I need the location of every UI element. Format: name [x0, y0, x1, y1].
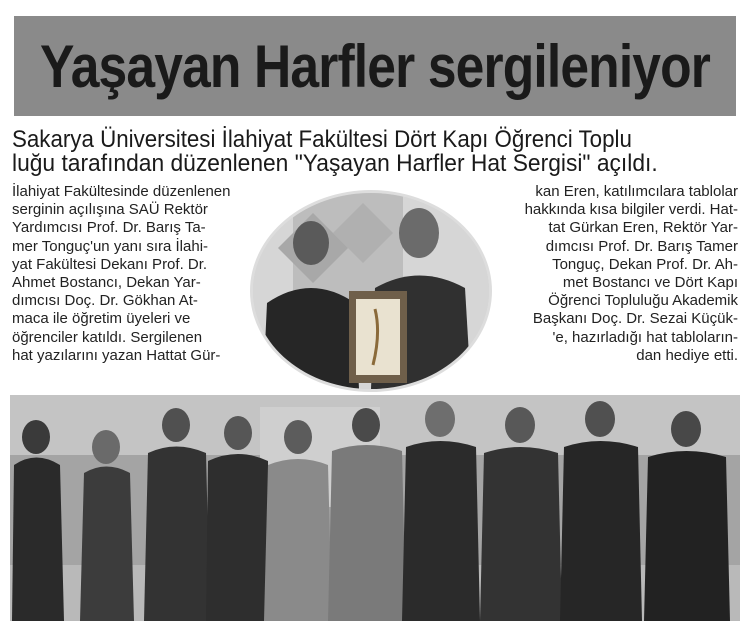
lead-paragraph [12, 128, 740, 176]
right-column-line: dımcısı Prof. Dr. Barış Tamer [545, 237, 738, 255]
left-column-line: dımcısı Doç. Dr. Gökhan At- [12, 292, 198, 310]
left-column-line: öğrenciler katıldı. Sergilenen [12, 328, 203, 346]
right-column-line: Tonguç, Dekan Prof. Dr. Ah- [552, 255, 738, 273]
left-column-line: serginin açılışına SAÜ Rektör [12, 201, 208, 219]
right-column-line: hakkında kısa bilgiler verdi. Hat- [524, 201, 738, 219]
group-photo-illustration [10, 395, 740, 621]
left-column-line: hat yazılarını yazan Hattat Gür- [12, 346, 221, 364]
left-column-text [12, 183, 230, 365]
right-column-line: 'e, hazırladığı hat tabloların- [552, 328, 738, 346]
lead-line: Sakarya Üniversitesi İlahiyat Fakültesi Dört Kapı Öğrenci Toplu [12, 126, 632, 153]
left-column-line: İlahiyat Fakültesinde düzenlenen [12, 183, 231, 200]
right-column-line: Başkanı Doç. Dr. Sezai Küçük- [532, 310, 738, 328]
left-column-line: yat Fakültesi Dekanı Prof. Dr. [12, 255, 208, 273]
right-column-line: Öğrenci Topluluğu Akademik [548, 292, 738, 310]
lead-line: luğu tarafından düzenlenen "Yaşayan Harfler Hat Sergisi" açıldı. [12, 150, 658, 177]
award-photo [250, 190, 492, 392]
left-column-line: mer Tonguç'un yanı sıra İlahi- [12, 237, 209, 255]
left-column-line: Yardımcısı Prof. Dr. Barış Ta- [12, 219, 206, 237]
headline: Yaşayan Harfler sergileniyor [39, 32, 711, 100]
group-photo [10, 395, 740, 621]
left-column-line: Ahmet Bostancı, Dekan Yar- [12, 274, 201, 292]
right-column-line: met Bostancı ve Dört Kapı [562, 274, 738, 292]
right-column-text [525, 183, 738, 365]
right-column-line: kan Eren, katılımcılara tablolar [535, 183, 738, 200]
headline-banner [14, 16, 736, 116]
left-column-line: maca ile öğretim üyeleri ve [12, 310, 191, 328]
right-column-line: dan hediye etti. [636, 346, 738, 364]
award-photo-illustration [253, 193, 489, 389]
right-column-line: tat Gürkan Eren, Rektör Yar- [548, 219, 738, 237]
